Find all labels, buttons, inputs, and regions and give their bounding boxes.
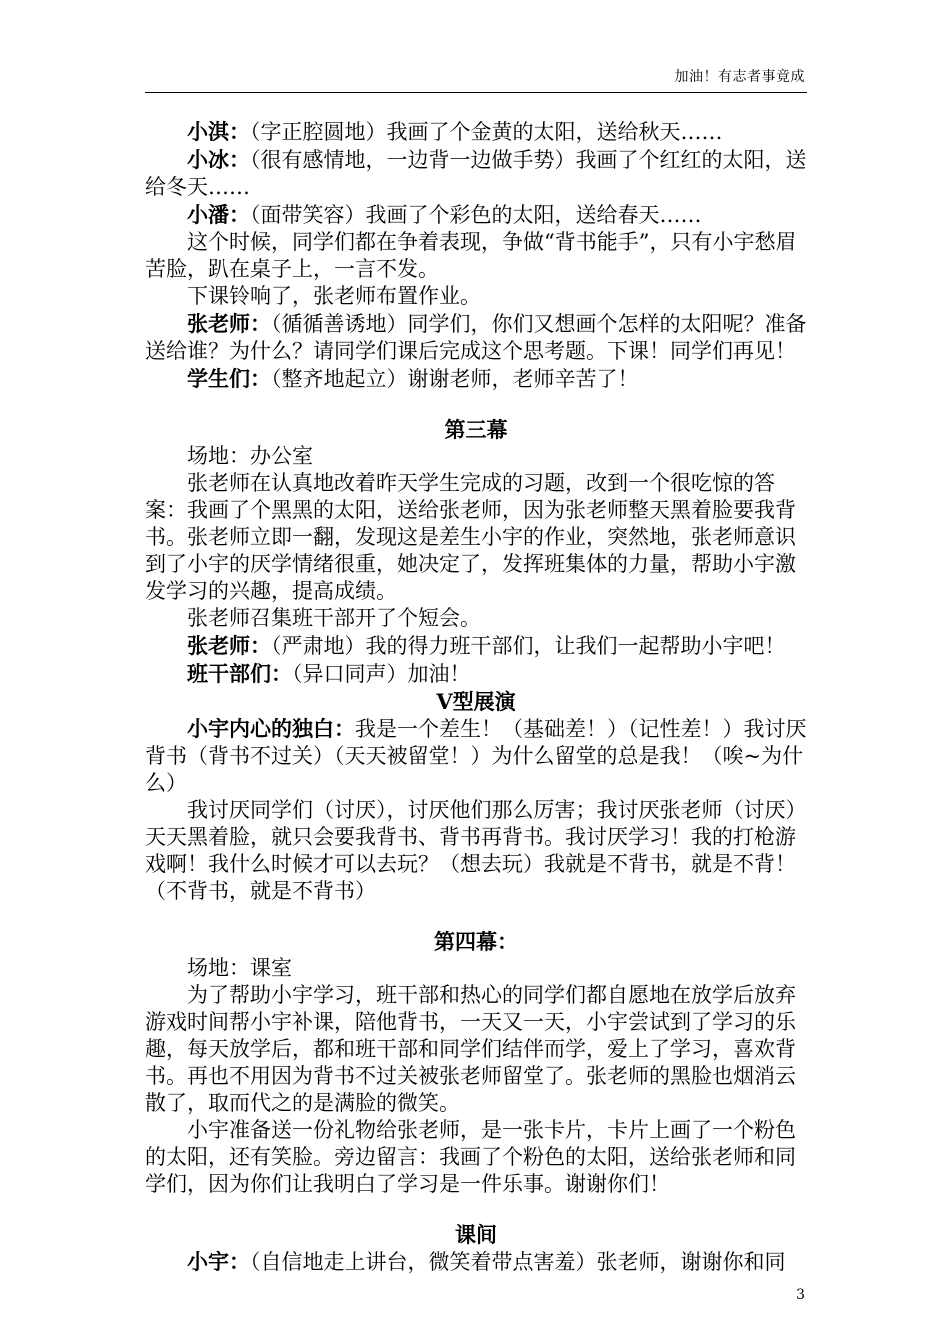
dialogue-line xyxy=(145,310,807,365)
narration-paragraph xyxy=(145,229,807,283)
section-title: V型展演 xyxy=(436,689,516,714)
paragraph-text: 场地：课室 xyxy=(187,956,292,980)
paragraph-text: （整齐地起立）谢谢老师，老师辛苦了！ xyxy=(271,367,639,391)
narration-paragraph xyxy=(145,605,807,632)
dialogue-line xyxy=(145,715,807,797)
paragraph-text: （严肃地）我的得力班干部们，让我们一起帮助小宇吧！ xyxy=(271,634,786,658)
section-title: 第四幕： xyxy=(434,929,518,954)
section-title: 课间 xyxy=(455,1222,497,1247)
page-number: 3 xyxy=(796,1287,805,1303)
speaker-name: 小淇： xyxy=(187,119,250,144)
paragraph-text: 张老师召集班干部开了个短会。 xyxy=(187,606,481,630)
dialogue-line xyxy=(145,201,807,229)
paragraph-text: （面带笑容）我画了个彩色的太阳，送给春天…… xyxy=(250,203,702,227)
dialogue-line xyxy=(145,146,807,201)
section-gap xyxy=(145,1198,807,1221)
paragraph-text: （循循善诱地）同学们，你们又想画个怎样的太阳呢？准备送给谁？为什么？请同学们课后完成这个思考题。下课！同学们再见！ xyxy=(145,312,807,363)
speaker-name: 小宇： xyxy=(187,1249,250,1274)
document-body xyxy=(145,118,807,1276)
paragraph-text: 张老师在认真地改着昨天学生完成的习题，改到一个很吃惊的答案：我画了个黑黑的太阳，送给张老师，因为张老师整天黑着脸要我背书。张老师立即一翻，发现这是差生小宇的作业，突然地，张老师意识到了小宇的厌学情绪很重，她决定了，发挥班集体的力量，帮助小宇激发学习的兴趣，提高成绩。 xyxy=(145,471,796,603)
paragraph-text: 为了帮助小宇学习，班干部和热心的同学们都自愿地在放学后放弃游戏时间帮小宇补课，陪他背书，一天又一天，小宇尝试到了学习的乐趣，每天放学后，都和班干部和同学们结伴而学，爱上了学习，喜欢背书。再也不用因为背书不过关被张老师留堂了。张老师的黑脸也烟消云散了，取而代之的是满脸的微笑。 xyxy=(145,983,796,1115)
narration-paragraph xyxy=(145,955,807,982)
narration-paragraph xyxy=(145,982,807,1117)
dialogue-line xyxy=(145,1248,807,1276)
narration-paragraph xyxy=(145,283,807,310)
narration-paragraph xyxy=(145,470,807,605)
narration-paragraph xyxy=(145,797,807,905)
dialogue-line xyxy=(145,660,807,688)
speaker-name: 学生们： xyxy=(187,366,271,391)
dialogue-line xyxy=(145,365,807,393)
paragraph-text: （字正腔圆地）我画了个金黄的太阳，送给秋天…… xyxy=(250,120,723,144)
page-header: 加油！有志者事竟成 xyxy=(674,69,805,85)
speaker-name: 小潘： xyxy=(187,202,250,227)
narration-paragraph xyxy=(145,1117,807,1198)
paragraph-text: （自信地走上讲台，微笑着带点害羞）张老师，谢谢你和同 xyxy=(250,1250,786,1274)
speaker-name: 小冰： xyxy=(187,147,250,172)
section-title: 第三幕 xyxy=(444,417,508,442)
paragraph-text: （很有感情地，一边背一边做手势）我画了个红红的太阳，送给冬天…… xyxy=(145,148,807,199)
speaker-name: 班干部们： xyxy=(187,661,292,686)
paragraph-text: 我是一个差生！（基础差！）（记性差！）我讨厌背书（背书不过关）（天天被留堂！）为什么留堂的总是我！（唉~为什么） xyxy=(145,717,807,795)
dialogue-line xyxy=(145,632,807,660)
paragraph-text: 这个时候，同学们都在争着表现，争做“背书能手”，只有小宇愁眉苦脸，趴在桌子上，一言不发。 xyxy=(145,230,797,281)
paragraph-text: 场地：办公室 xyxy=(187,444,313,468)
header-rule xyxy=(145,92,807,93)
section-gap xyxy=(145,905,807,928)
paragraph-text: 我讨厌同学们（讨厌），讨厌他们那么厉害；我讨厌张老师（讨厌）天天黑着脸，就只会要我背书、背书再背书。我讨厌学习！我的打枪游戏啊！我什么时候才可以去玩？（想去玩）我就是不背书，就是不背！（不背书，就是不背书） xyxy=(145,798,807,903)
dialogue-line xyxy=(145,118,807,146)
paragraph-text: 小宇准备送一份礼物给张老师，是一张卡片，卡片上画了一个粉色的太阳，还有笑脸。旁边留言：我画了个粉色的太阳，送给张老师和同学们，因为你们让我明白了学习是一件乐事。谢谢你们！ xyxy=(145,1118,796,1196)
paragraph-text: （异口同声）加油！ xyxy=(292,662,471,686)
speaker-name: 张老师： xyxy=(187,311,271,336)
speaker-name: 小宇内心的独白： xyxy=(187,716,355,741)
section-gap xyxy=(145,393,807,416)
narration-paragraph xyxy=(145,443,807,470)
paragraph-text: 下课铃响了，张老师布置作业。 xyxy=(187,284,481,308)
speaker-name: 张老师： xyxy=(187,633,271,658)
